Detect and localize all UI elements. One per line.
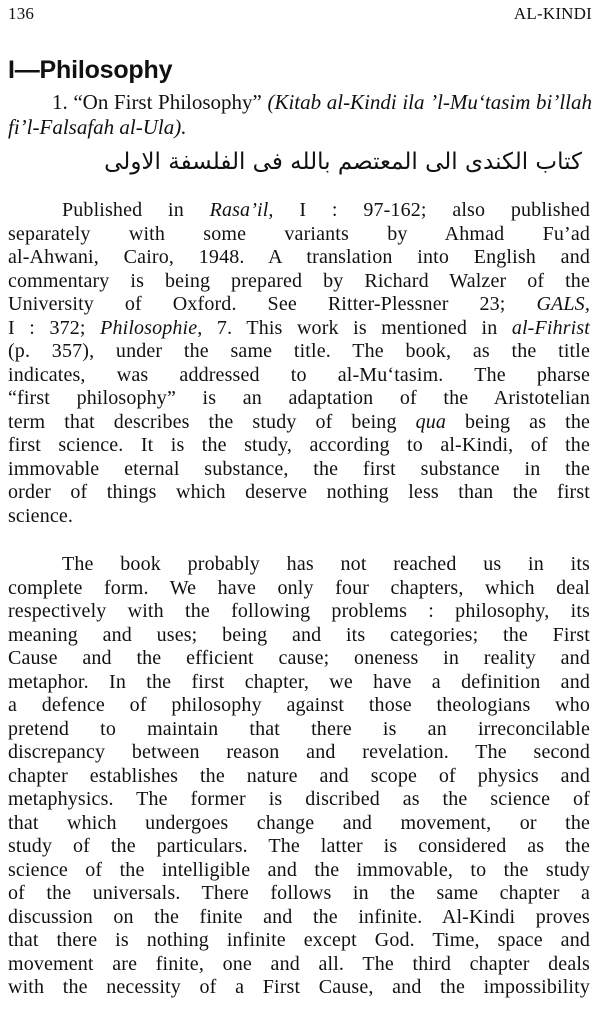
section-title: I—Philosophy [8, 56, 173, 84]
text-line: al-Ahwani, Cairo, 1948. A translation into English and [8, 246, 590, 268]
text-line: indicates, was addressed to al-Mu‘tasim. The pharse [8, 363, 590, 386]
text-line: immovable eternal substance, the first substance in the [8, 457, 590, 480]
text-line: The book probably has not reached us in its [62, 553, 590, 575]
text-line: “first philosophy” is an adaptation of the Aristotelian [8, 387, 590, 409]
text-line: that there is nothing infinite except God. Time, space and [8, 929, 590, 951]
text-line: that which undergoes change and movement, or the [8, 811, 590, 834]
text-line: a defence of philosophy against those theologians who [8, 694, 590, 716]
text-line: I : 372; Philosophie, 7. This work is mentioned in al-Fihrist [8, 316, 590, 339]
text-line: of the universals. There follows in the same chapter a [8, 882, 590, 904]
text-line: University of Oxford. See Ritter-Plessner 23; GALS, [8, 293, 590, 315]
paragraph-published [8, 199, 590, 528]
running-title: AL-KINDI [513, 4, 592, 23]
text-line: movement are finite, one and all. The third chapter deals [8, 952, 590, 975]
text-line: respectively with the following problems : philosophy, its [8, 600, 590, 622]
text-line: discussion on the finite and the infinite. Al-Kindi proves [8, 905, 590, 928]
text-line: science of the intelligible and the immovable, to the study [8, 858, 590, 881]
text-line: Cause and the efficient cause; oneness in reality and [8, 647, 590, 669]
text-line: metaphysics. The former is discribed as the science of [8, 788, 590, 810]
arabic-title: كتاب الكندى الى المعتصم بالله فى الفلسفة الاولى [104, 149, 582, 175]
page-number: 136 [8, 4, 35, 23]
text-line: order of things which deserve nothing less than the first [8, 481, 590, 503]
text-line: (p. 357), under the same title. The book, as the title [8, 340, 590, 362]
text-line: pretend to maintain that there is an irreconcilable [8, 717, 590, 740]
entry-transliteration: (Kitab al-Kindi ila ’l-Mu‘tasim bi’llah fi’l-Falsafah al-Ula). [8, 90, 592, 139]
page-header [8, 4, 592, 28]
text-line: separately with some variants by Ahmad Fu’ad [8, 222, 590, 245]
bibliography-entry [8, 90, 592, 140]
text-line: first science. It is the study, according to al-Kindi, of the [8, 434, 590, 456]
text-line: term that describes the study of being qua being as the [8, 410, 590, 433]
text-line: Published in Rasa’il, I : 97-162; also published [62, 199, 590, 221]
text-line: metaphor. In the first chapter, we have a definition and [8, 670, 590, 693]
text-line: complete form. We have only four chapters, which deal [8, 576, 590, 599]
text-line: meaning and uses; being and its categories; the First [8, 623, 590, 646]
text-line: study of the particulars. The latter is considered as the [8, 835, 590, 857]
text-line: with the necessity of a First Cause, and the impossibility [8, 976, 590, 998]
paragraph-content [8, 553, 590, 1000]
text-line: science. [8, 504, 74, 527]
text-line: chapter establishes the nature and scope of physics and [8, 764, 590, 787]
text-line: commentary is being prepared by Richard Walzer of the [8, 269, 590, 292]
text-line: discrepancy between reason and revelation. The second [8, 741, 590, 763]
entry-number: 1. [52, 90, 68, 114]
entry-title: “On First Philosophy” [73, 90, 262, 114]
